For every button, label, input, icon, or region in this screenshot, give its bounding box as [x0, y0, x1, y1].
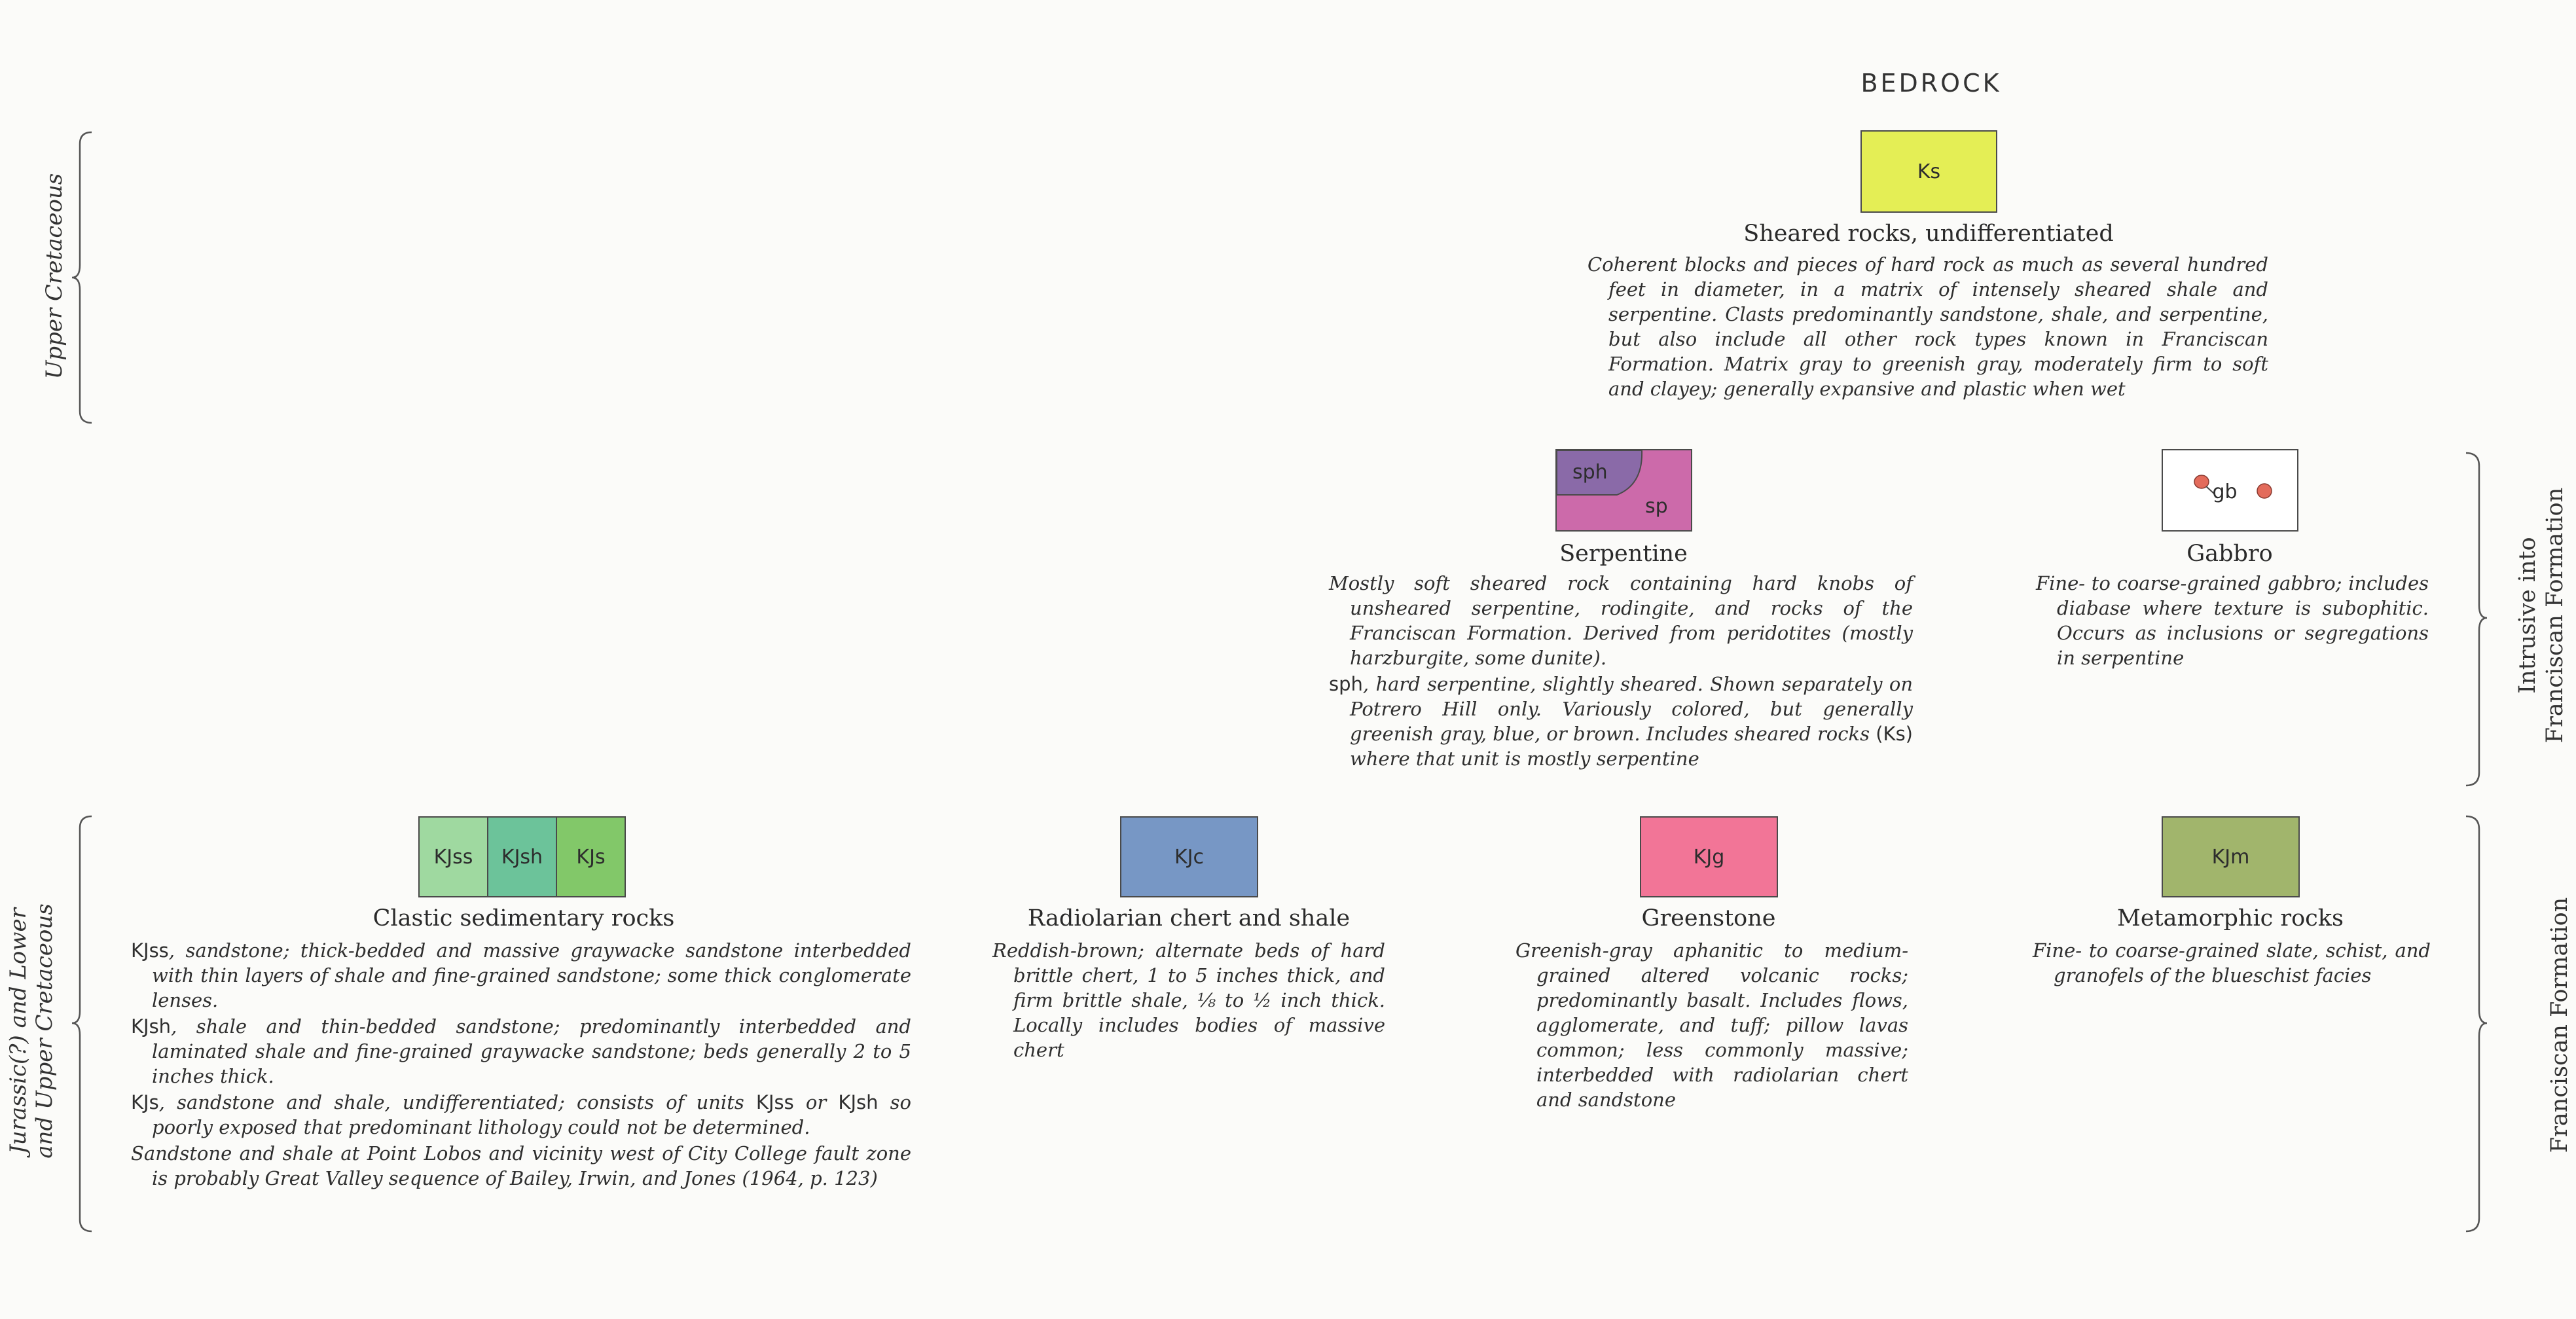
brace-franciscan: [2465, 815, 2491, 1234]
age-label-upper-cretaceous: Upper Cretaceous: [41, 173, 67, 380]
swatch-sph-label: sph: [1572, 461, 1608, 484]
age-label-jurassic: Jurassic(?) and Lower and Upper Cretaceous: [5, 903, 58, 1159]
title-gabbro: Gabbro: [2186, 541, 2273, 567]
title-serpentine: Serpentine: [1559, 541, 1688, 567]
swatch-ks: Ks: [1860, 130, 1997, 213]
right-label-intrusive: Intrusive into Franciscan Formation: [2514, 487, 2568, 744]
desc-greenstone: Greenish-gray aphanitic to medium-grained altered volcanic rocks; predominantly basalt. Includes flows, agglomerate, and tuff; pillow lavas common; less commonly massive; interbedded with radiolarian chert and sandstone: [1515, 939, 1908, 1111]
desc-chert: Reddish-brown; alternate beds of hard brittle chert, 1 to 5 inches thick, and firm brittle shale, ⅛ to ½ inch thick. Locally includes bodies of massive chert: [992, 939, 1385, 1061]
swatch-gabbro: gb: [2162, 449, 2298, 532]
brace-jurassic: [72, 815, 98, 1234]
legend-title: BEDROCK: [1860, 69, 2002, 98]
swatch-kjg: KJg: [1640, 816, 1778, 897]
swatch-kjs: KJs: [556, 816, 626, 897]
title-clastic: Clastic sedimentary rocks: [372, 905, 675, 931]
swatch-kjss: KJss: [418, 816, 488, 897]
swatch-kjm: KJm: [2162, 816, 2300, 897]
right-label-franciscan: Franciscan Formation: [2547, 897, 2573, 1153]
desc-metamorphic: Fine- to coarse-grained slate, schist, and granofels of the blueschist facies: [2033, 939, 2431, 986]
desc-clastic: KJss, sandstone; thick-bedded and massive graywacke sandstone interbedded with thin layers of shale and fine-grained sandstone; some thick conglomerate lenses. KJsh, shale and thin-bedded sandstone; predominantly interbedded and laminated shale and fine-grained graywacke sandstone; beds generally 2 to 5 inches thick. KJs, sandstone and shale, undifferentiated; consists of units KJss or KJsh so poorly exposed that predominant lithology could not be determined. Sandstone and shale at Point Lobos and vicinity west of City College fault zone is probably Great Valley sequence of Bailey, Irwin, and Jones (1964, p. 123): [131, 939, 912, 1189]
brace-intrusive: [2465, 452, 2491, 792]
title-metamorphic: Metamorphic rocks: [2117, 905, 2344, 931]
swatch-sp-label: sp: [1645, 495, 1668, 518]
brace-upper-cretaceous: [72, 131, 98, 425]
title-greenstone: Greenstone: [1641, 905, 1776, 931]
title-chert: Radiolarian chert and shale: [1027, 905, 1351, 931]
title-sheared-rocks: Sheared rocks, undifferentiated: [1743, 221, 2114, 247]
swatch-kjc: KJc: [1120, 816, 1258, 897]
swatch-kjsh: KJsh: [487, 816, 557, 897]
desc-sheared-rocks: Coherent blocks and pieces of hard rock as much as several hundred feet in diameter, in a matrix of intensely sheared shale and serpentine. Clasts predominantly sandstone, shale, and serpentine, but also include all other rock types known in Franciscan Formation. Matrix gray to greenish gray, moderately firm to soft and clayey; generally expansive and plastic when wet: [1587, 253, 2268, 400]
swatch-serpentine: [1555, 449, 1692, 532]
desc-serpentine: Mostly soft sheared rock containing hard knobs of unsheared serpentine, rodingite, and rocks of the Franciscan Formation. Derived from peridotites (mostly harzburgite, some dunite). sph, hard serpentine, slightly sheared. Shown separately on Potrero Hill only. Variously colored, but generally greenish gray, blue, or brown. Includes sheared rocks (Ks) where that unit is mostly serpentine: [1329, 572, 1913, 770]
desc-gabbro: Fine- to coarse-grained gabbro; includes diabase where texture is subophitic. Occurs as inclusions or segregations in serpentine: [2036, 572, 2429, 669]
